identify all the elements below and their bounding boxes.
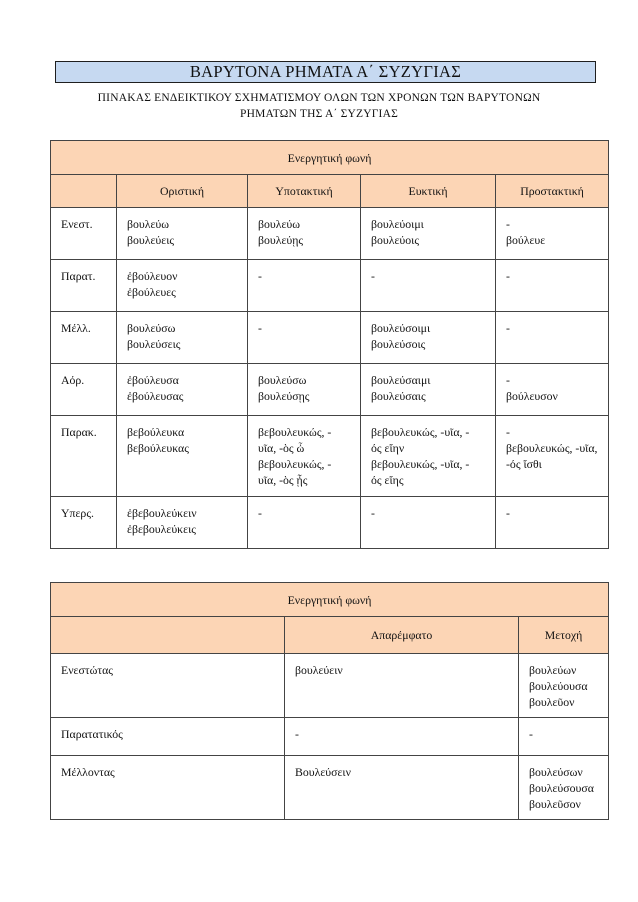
table-cell: -: [519, 718, 609, 756]
table-row: [51, 312, 609, 364]
table-cell: βουλεύειν: [285, 654, 519, 718]
table-cell: -: [248, 497, 361, 549]
table-cell: Βουλεύσειν: [285, 756, 519, 820]
column-header-prostaktiki: Προστακτική: [496, 175, 609, 208]
table2-corner-cell: [51, 617, 285, 654]
table-row: [51, 497, 609, 549]
table-cell: βουλεύω βουλεύεις: [117, 208, 248, 260]
table-cell: βουλεύσων βουλεύσουσα βουλεῦσον: [519, 756, 609, 820]
tense-label: Μέλλ.: [51, 312, 117, 364]
column-header-oristiki: Οριστική: [117, 175, 248, 208]
table-cell: βουλεύων βουλεύουσα βουλεῦον: [519, 654, 609, 718]
table-row: [51, 718, 609, 756]
table-cell: -: [496, 312, 609, 364]
column-header-aparemfato: Απαρέμφατο: [285, 617, 519, 654]
table-cell: -: [248, 260, 361, 312]
table-cell: βουλεύω βουλεύῃς: [248, 208, 361, 260]
table-row: [51, 364, 609, 416]
table-cell: βεβουλευκώς, - υῖα, -ὸς ὦ βεβουλευκώς, - υῖα, -ὸς ᾖς: [248, 416, 361, 497]
tense-label: Ενεστ.: [51, 208, 117, 260]
tense-label: Μέλλοντας: [51, 756, 285, 820]
table-cell: -: [248, 312, 361, 364]
table-cell: βεβούλευκα βεβούλευκας: [117, 416, 248, 497]
table-cell: βουλεύσοιμι βουλεύσοις: [361, 312, 496, 364]
tense-label: Παρατατικός: [51, 718, 285, 756]
column-header-ypotaktiki: Υποτακτική: [248, 175, 361, 208]
page-title: ΒΑΡΥΤΟΝΑ ΡΗΜΑΤΑ Α΄ ΣΥΖΥΓΙΑΣ: [55, 61, 596, 83]
table-row: [51, 654, 609, 718]
table-cell: -: [361, 260, 496, 312]
table-cell: βεβουλευκώς, -υῖα, - ός εἴην βεβουλευκώς, -υῖα, - ός εἴης: [361, 416, 496, 497]
table-cell: -: [285, 718, 519, 756]
table-row: [51, 208, 609, 260]
table-cell: - βούλευε: [496, 208, 609, 260]
tense-label: Ενεστώτας: [51, 654, 285, 718]
table-cell: -: [361, 497, 496, 549]
table-cell: ἐβούλευσα ἐβούλευσας: [117, 364, 248, 416]
table2-header: Ενεργητική φωνή: [51, 583, 609, 617]
tense-label: Παρακ.: [51, 416, 117, 497]
tense-label: Αόρ.: [51, 364, 117, 416]
table-cell: -: [496, 260, 609, 312]
conjugation-table-infinitive-participle: [50, 582, 609, 820]
table-cell: βουλεύοιμι βουλεύοις: [361, 208, 496, 260]
table-cell: βουλεύσαιμι βουλεύσαις: [361, 364, 496, 416]
column-header-efktiki: Ευκτική: [361, 175, 496, 208]
tense-label: Παρατ.: [51, 260, 117, 312]
table-cell: - βούλευσον: [496, 364, 609, 416]
table-row: [51, 260, 609, 312]
tense-label: Υπερς.: [51, 497, 117, 549]
table-row: [51, 756, 609, 820]
conjugation-table-moods: [50, 140, 609, 549]
table1-corner-cell: [51, 175, 117, 208]
subtitle-line-1: ΠΙΝΑΚΑΣ ΕΝΔΕΙΚΤΙΚΟΥ ΣΧΗΜΑΤΙΣΜΟΥ ΟΛΩΝ ΤΩΝ ΧΡΟΝΩΝ ΤΩΝ ΒΑΡΥΤΟΝΩΝ: [97, 92, 541, 104]
subtitle-line-2: ΡΗΜΑΤΩΝ ΤΗΣ Α΄ ΣΥΖΥΓΙΑΣ: [240, 108, 398, 120]
table-cell: - βεβουλευκώς, -υῖα, -ός ἴσθι: [496, 416, 609, 497]
table-cell: ἐβούλευον ἐβούλευες: [117, 260, 248, 312]
table-cell: -: [496, 497, 609, 549]
table-cell: βουλεύσω βουλεύσεις: [117, 312, 248, 364]
table1-header: Ενεργητική φωνή: [51, 141, 609, 175]
table-row: [51, 416, 609, 497]
table-cell: βουλεύσω βουλεύσῃς: [248, 364, 361, 416]
table-cell: ἐβεβουλεύκειν ἐβεβουλεύκεις: [117, 497, 248, 549]
column-header-metochi: Μετοχή: [519, 617, 609, 654]
